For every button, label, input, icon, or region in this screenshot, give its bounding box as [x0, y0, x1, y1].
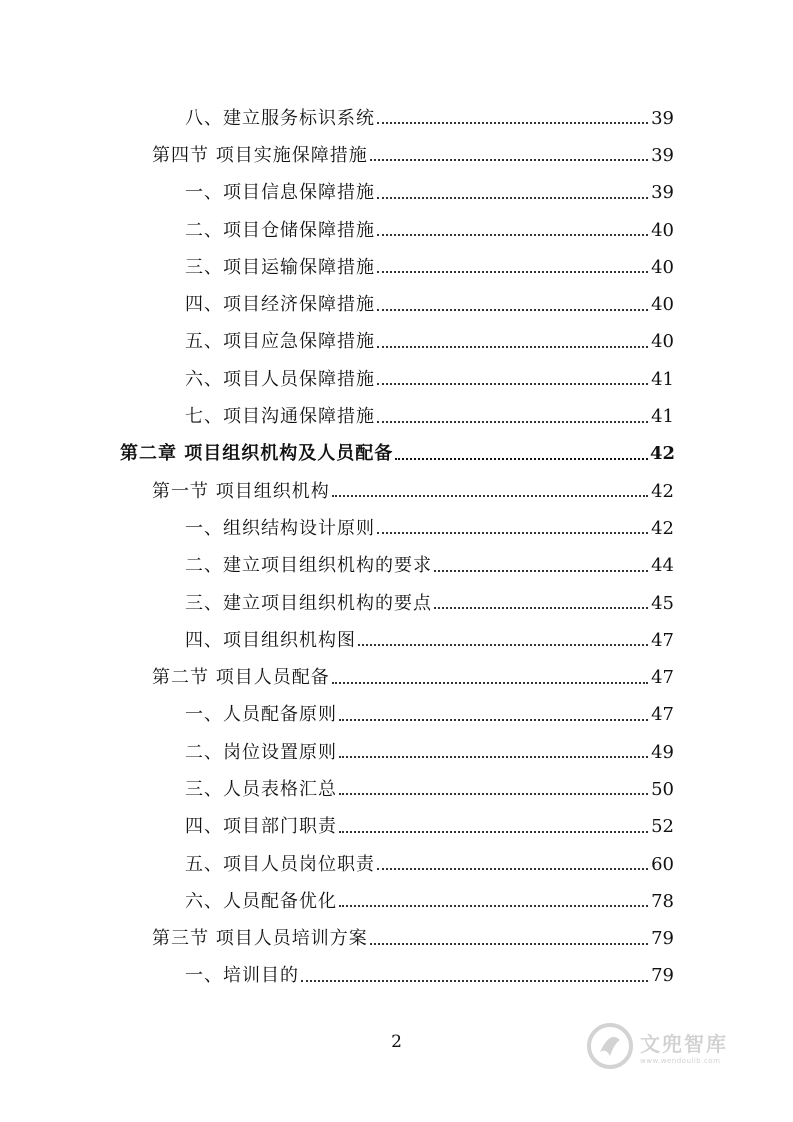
- toc-dot-leader: [377, 233, 648, 236]
- toc-entry-page: 42: [651, 480, 674, 502]
- watermark-logo-icon: [586, 1022, 634, 1070]
- toc-entry[interactable]: [0, 548, 793, 585]
- toc-entry-page: 60: [651, 853, 674, 875]
- toc-entry[interactable]: [0, 398, 793, 435]
- toc-entry-page: 41: [651, 368, 674, 390]
- toc-entry[interactable]: [0, 659, 793, 696]
- toc-entry-page: 47: [651, 629, 674, 651]
- toc-entry-page: 47: [651, 667, 674, 689]
- toc-entry-title: 六、人员配备优化: [185, 890, 337, 912]
- toc-entry-title: 四、项目部门职责: [185, 816, 337, 838]
- toc-entry-title: 六、项目人员保障措施: [185, 368, 375, 390]
- toc-entry-page: 79: [651, 928, 674, 950]
- toc-dot-leader: [377, 270, 648, 273]
- toc-entry-title: 一、组织结构设计原则: [185, 517, 375, 539]
- toc-entry-page: 49: [651, 741, 674, 763]
- toc-entry[interactable]: [0, 921, 793, 958]
- toc-entry-title: 二、岗位设置原则: [185, 741, 337, 763]
- toc-dot-leader: [377, 345, 648, 348]
- toc-entry-page: 42: [650, 443, 676, 465]
- toc-entry[interactable]: [0, 846, 793, 883]
- toc-entry-title: 五、项目应急保障措施: [185, 331, 375, 353]
- toc-dot-leader: [339, 755, 648, 758]
- toc-dot-leader: [332, 494, 648, 497]
- toc-entry-title: 四、项目经济保障措施: [185, 294, 375, 316]
- toc-entry-title: 一、人员配备原则: [185, 704, 337, 726]
- watermark-name: 文兜智库: [640, 1031, 728, 1056]
- toc-dot-leader: [370, 942, 648, 945]
- toc-entry-title: 第一节 项目组织机构: [152, 480, 330, 502]
- toc-entry-title: 一、培训目的: [185, 965, 299, 987]
- toc-entry[interactable]: [0, 436, 793, 473]
- toc-dot-leader: [434, 569, 648, 572]
- toc-dot-leader: [339, 718, 648, 721]
- toc-entry-page: 40: [651, 294, 674, 316]
- toc-dot-leader: [377, 196, 648, 199]
- toc-entry-title: 第二章 项目组织机构及人员配备: [120, 443, 394, 465]
- toc-entry-page: 44: [651, 555, 674, 577]
- toc-entry-title: 二、建立项目组织机构的要求: [185, 555, 432, 577]
- toc-entry[interactable]: [0, 324, 793, 361]
- toc-dot-leader: [370, 158, 648, 161]
- toc-entry-title: 二、项目仓储保障措施: [185, 219, 375, 241]
- toc-entry-title: 第二节 项目人员配备: [152, 667, 330, 689]
- toc-entry-page: 40: [651, 219, 674, 241]
- toc-entry-page: 50: [651, 778, 674, 800]
- toc-entry-page: 40: [651, 256, 674, 278]
- toc-entry-title: 七、项目沟通保障措施: [185, 406, 375, 428]
- toc-entry[interactable]: [0, 175, 793, 212]
- toc-entry-title: 三、项目运输保障措施: [185, 256, 375, 278]
- toc-entry-title: 第四节 项目实施保障措施: [152, 144, 368, 166]
- toc-entry[interactable]: [0, 361, 793, 398]
- toc-entry-page: 39: [651, 144, 674, 166]
- toc-dot-leader: [332, 681, 648, 684]
- toc-entry[interactable]: [0, 585, 793, 622]
- toc-entry-title: 第三节 项目人员培训方案: [152, 928, 368, 950]
- toc-entry-page: 39: [651, 182, 674, 204]
- toc-entry-page: 39: [651, 107, 674, 129]
- toc-dot-leader: [395, 457, 648, 460]
- toc-entry[interactable]: [0, 286, 793, 323]
- toc-entry-title: 八、建立服务标识系统: [185, 107, 375, 129]
- toc-entry[interactable]: [0, 473, 793, 510]
- toc-entry-title: 一、项目信息保障措施: [185, 182, 375, 204]
- toc-dot-leader: [377, 121, 648, 124]
- toc-entry-page: 47: [651, 704, 674, 726]
- toc-dot-leader: [339, 792, 648, 795]
- toc-entry[interactable]: [0, 137, 793, 174]
- toc-dot-leader: [377, 531, 648, 534]
- toc-entry-page: 45: [651, 592, 674, 614]
- toc-entry-page: 40: [651, 331, 674, 353]
- toc-entry-title: 三、建立项目组织机构的要点: [185, 592, 432, 614]
- toc-entry-page: 78: [651, 890, 674, 912]
- toc-entry[interactable]: [0, 809, 793, 846]
- toc-entry[interactable]: [0, 249, 793, 286]
- toc-dot-leader: [377, 867, 648, 870]
- toc-entry[interactable]: [0, 883, 793, 920]
- watermark: [586, 1020, 728, 1072]
- toc-dot-leader: [377, 308, 648, 311]
- toc-dot-leader: [377, 420, 648, 423]
- toc-entry[interactable]: [0, 771, 793, 808]
- toc-entry[interactable]: [0, 212, 793, 249]
- toc-entry[interactable]: [0, 958, 793, 995]
- toc-entry-title: 三、人员表格汇总: [185, 778, 337, 800]
- toc-entry[interactable]: [0, 734, 793, 771]
- toc-dot-leader: [339, 830, 648, 833]
- toc-dot-leader: [358, 643, 648, 646]
- toc-entry-title: 四、项目组织机构图: [185, 629, 356, 651]
- toc-dot-leader: [434, 606, 648, 609]
- watermark-text: [640, 1028, 728, 1065]
- toc-dot-leader: [301, 979, 648, 982]
- toc-entry-page: 52: [651, 816, 674, 838]
- page-number: 2: [391, 1032, 402, 1052]
- toc-entry-page: 42: [651, 517, 674, 539]
- table-of-contents: [0, 100, 793, 995]
- toc-entry[interactable]: [0, 622, 793, 659]
- toc-entry-page: 79: [651, 965, 674, 987]
- toc-entry[interactable]: [0, 100, 793, 137]
- toc-entry-page: 41: [651, 406, 674, 428]
- toc-entry[interactable]: [0, 510, 793, 547]
- toc-entry[interactable]: [0, 697, 793, 734]
- toc-entry-title: 五、项目人员岗位职责: [185, 853, 375, 875]
- toc-dot-leader: [377, 382, 648, 385]
- watermark-url: www.wendoulib.com: [640, 1056, 721, 1065]
- toc-dot-leader: [339, 904, 648, 907]
